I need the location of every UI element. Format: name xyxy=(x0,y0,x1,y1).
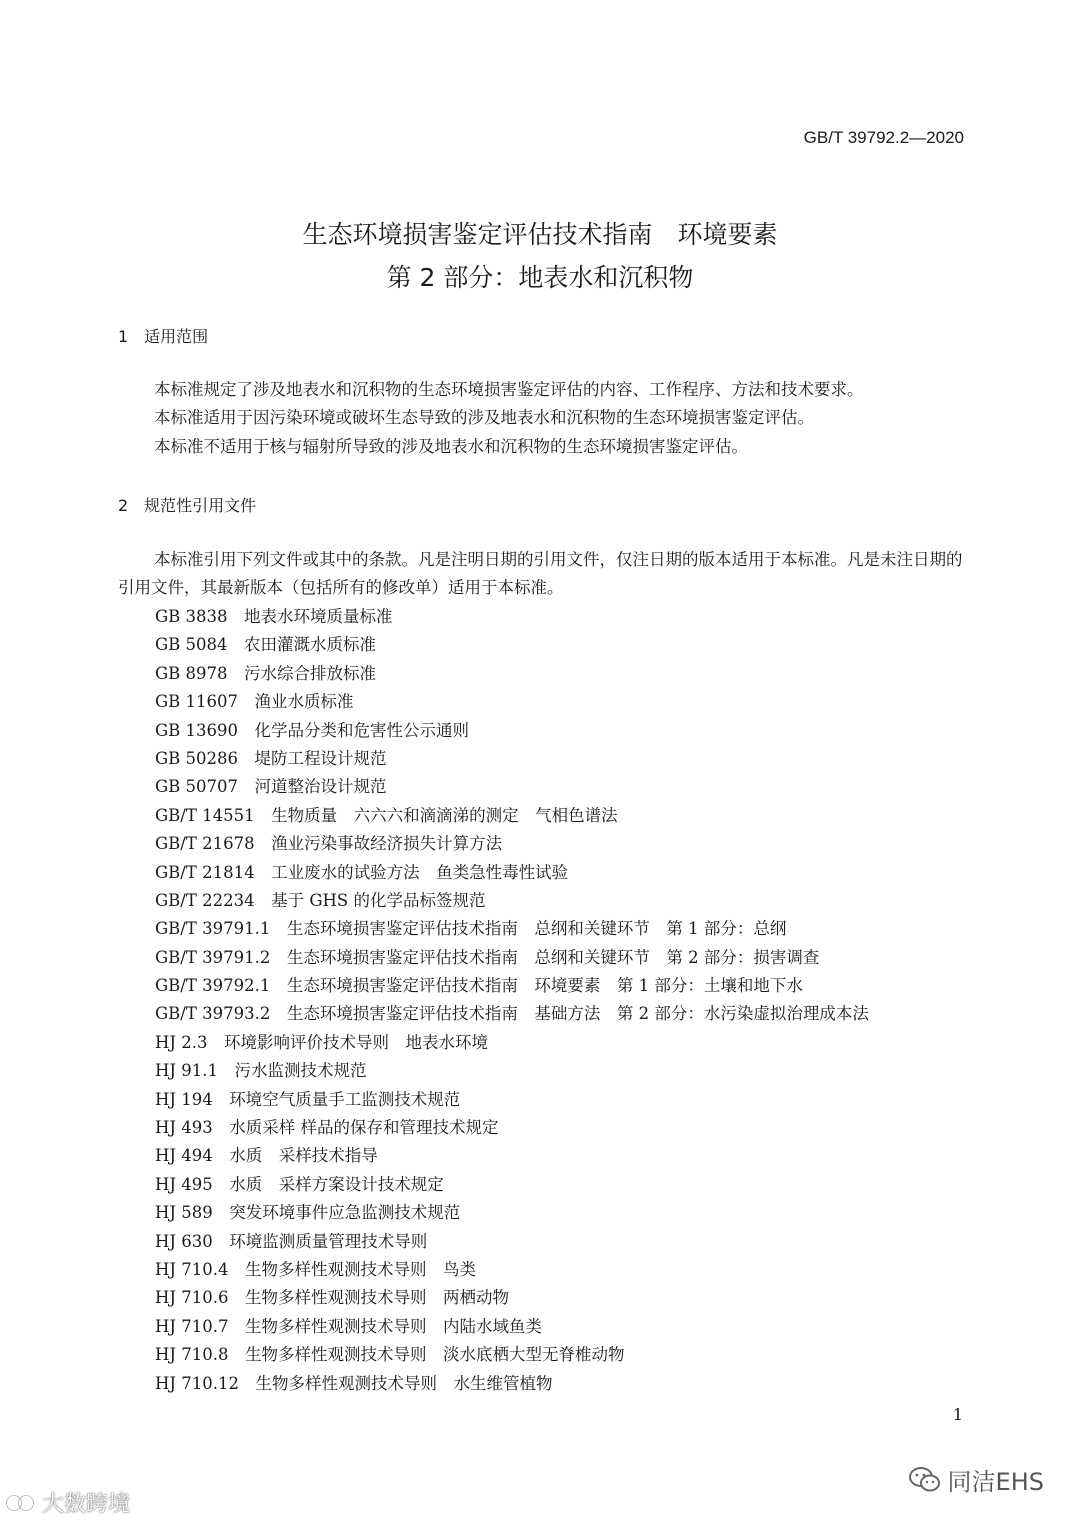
reference-item xyxy=(155,1199,869,1227)
reference-title: 基于 GHS 的化学品标签规范 xyxy=(271,890,486,910)
reference-title: 河道整治设计规范 xyxy=(254,777,387,797)
watermark-left-text: 大数跨境 xyxy=(42,1492,131,1517)
reference-item xyxy=(155,887,869,915)
reference-item xyxy=(155,1057,869,1085)
reference-code: HJ 91.1 xyxy=(155,1061,218,1081)
reference-item xyxy=(155,717,869,745)
reference-title: 环境影响评价技术导则 地表水环境 xyxy=(224,1032,488,1052)
reference-title: 堤防工程设计规范 xyxy=(254,748,387,768)
reference-item xyxy=(155,603,869,631)
reference-item xyxy=(155,802,869,830)
reference-item xyxy=(155,688,869,716)
reference-item xyxy=(155,660,869,688)
reference-title: 生物多样性观测技术导则 鸟类 xyxy=(245,1259,476,1279)
reference-title: 渔业污染事故经济损失计算方法 xyxy=(271,834,503,854)
reference-title: 污水综合排放标准 xyxy=(244,663,377,683)
reference-item xyxy=(155,773,869,801)
reference-code: HJ 710.4 xyxy=(155,1259,229,1279)
reference-title: 生态环境损害鉴定评估技术指南 总纲和关键环节 第 2 部分：损害调查 xyxy=(286,947,820,967)
reference-item xyxy=(155,1228,869,1256)
reference-title: 生物多样性观测技术导则 内陆水域鱼类 xyxy=(245,1316,542,1336)
reference-code: GB/T 22234 xyxy=(155,890,255,910)
reference-item xyxy=(155,1114,869,1142)
reference-code: HJ 2.3 xyxy=(155,1032,208,1052)
watermark-left xyxy=(6,1487,130,1518)
reference-item xyxy=(155,1370,869,1398)
reference-item xyxy=(155,1341,869,1369)
reference-item xyxy=(155,1000,869,1028)
page-number: 1 xyxy=(952,1405,963,1424)
reference-code: HJ 710.12 xyxy=(155,1373,239,1393)
reference-title: 生态环境损害鉴定评估技术指南 环境要素 第 1 部分：土壤和地下水 xyxy=(286,976,803,996)
reference-item xyxy=(155,631,869,659)
reference-title: 生物多样性观测技术导则 淡水底栖大型无脊椎动物 xyxy=(245,1345,625,1365)
reference-code: HJ 710.6 xyxy=(155,1288,229,1308)
reference-code: GB/T 39792.1 xyxy=(155,976,271,996)
document-title-line1: 生态环境损害鉴定评估技术指南 环境要素 xyxy=(302,220,778,249)
section-1-paragraph: 本标准不适用于核与辐射所导致的涉及地表水和沉积物的生态环境损害鉴定评估。 xyxy=(154,437,748,456)
reference-code: GB/T 21678 xyxy=(155,834,255,854)
reference-item xyxy=(155,830,869,858)
wechat-icon xyxy=(908,1466,942,1494)
reference-item xyxy=(155,944,869,972)
reference-title: 突发环境事件应急监测技术规范 xyxy=(229,1203,461,1223)
reference-code: GB 13690 xyxy=(155,720,239,740)
reference-code: GB 8978 xyxy=(155,663,228,683)
section-1-paragraph: 本标准规定了涉及地表水和沉积物的生态环境损害鉴定评估的内容、工作程序、方法和技术要求。 xyxy=(154,380,864,399)
reference-title: 环境监测质量管理技术导则 xyxy=(229,1231,428,1251)
reference-code: HJ 710.8 xyxy=(155,1345,229,1365)
reference-title: 水质 采样方案设计技术规定 xyxy=(229,1174,444,1194)
reference-title: 生物多样性观测技术导则 水生维管植物 xyxy=(255,1373,553,1393)
reference-code: GB/T 21814 xyxy=(155,862,255,882)
reference-item xyxy=(155,859,869,887)
reference-code: GB 11607 xyxy=(155,692,239,712)
reference-code: HJ 630 xyxy=(155,1231,213,1251)
reference-code: GB/T 39791.2 xyxy=(155,947,271,967)
reference-code: HJ 194 xyxy=(155,1089,213,1109)
reference-item xyxy=(155,1171,869,1199)
standard-code: GB/T 39792.2—2020 xyxy=(803,128,964,147)
reference-title: 生物质量 六六六和滴滴涕的测定 气相色谱法 xyxy=(271,805,618,825)
watermark-right-text: 同洁EHS xyxy=(947,1468,1044,1496)
reference-title: 生态环境损害鉴定评估技术指南 总纲和关键环节 第 1 部分：总纲 xyxy=(286,919,787,939)
reference-item xyxy=(155,1284,869,1312)
watermark-right xyxy=(908,1462,1044,1497)
section-1-paragraph: 本标准适用于因污染环境或破坏生态导致的涉及地表水和沉积物的生态环境损害鉴定评估。 xyxy=(154,408,814,427)
reference-code: GB/T 14551 xyxy=(155,805,255,825)
reference-title: 农田灌溉水质标准 xyxy=(244,635,377,655)
reference-list xyxy=(155,603,869,1398)
reference-code: GB 50707 xyxy=(155,777,239,797)
reference-item xyxy=(155,915,869,943)
reference-title: 工业废水的试验方法 鱼类急性毒性试验 xyxy=(271,862,569,882)
reference-code: GB 5084 xyxy=(155,635,228,655)
reference-item xyxy=(155,1256,869,1284)
section-2-intro: 本标准引用下列文件或其中的条款。凡是注明日期的引用文件，仅注日期的版本适用于本标准。凡是未注日期的引用文件，其最新版本（包括所有的修改单）适用于本标准。 xyxy=(118,550,963,597)
document-title-line2: 第 2 部分：地表水和沉积物 xyxy=(386,263,694,292)
reference-code: GB/T 39791.1 xyxy=(155,919,271,939)
reference-title: 地表水环境质量标准 xyxy=(244,607,393,626)
reference-item xyxy=(155,1086,869,1114)
section-2-heading: 2 规范性引用文件 xyxy=(118,496,257,515)
reference-code: GB 3838 xyxy=(155,607,228,626)
reference-title: 环境空气质量手工监测技术规范 xyxy=(229,1089,461,1109)
reference-title: 渔业水质标准 xyxy=(254,692,354,712)
reference-item xyxy=(155,1142,869,1170)
reference-item xyxy=(155,745,869,773)
reference-code: HJ 494 xyxy=(155,1146,213,1166)
reference-code: HJ 495 xyxy=(155,1174,213,1194)
reference-title: 水质 采样技术指导 xyxy=(229,1146,378,1166)
reference-title: 水质采样 样品的保存和管理技术规定 xyxy=(229,1118,499,1138)
reference-code: GB 50286 xyxy=(155,748,239,768)
reference-code: HJ 493 xyxy=(155,1118,213,1138)
reference-code: HJ 589 xyxy=(155,1203,213,1223)
reference-code: HJ 710.7 xyxy=(155,1316,229,1336)
reference-code: GB/T 39793.2 xyxy=(155,1004,271,1024)
section-1-heading: 1 适用范围 xyxy=(118,327,209,346)
reference-item xyxy=(155,972,869,1000)
reference-title: 生态环境损害鉴定评估技术指南 基础方法 第 2 部分：水污染虚拟治理成本法 xyxy=(286,1004,869,1024)
reference-title: 污水监测技术规范 xyxy=(234,1061,367,1081)
reference-item xyxy=(155,1029,869,1057)
reference-title: 生物多样性观测技术导则 两栖动物 xyxy=(245,1288,509,1308)
reference-title: 化学品分类和危害性公示通则 xyxy=(254,720,470,740)
reference-item xyxy=(155,1313,869,1341)
watermark-logo-icon xyxy=(6,1492,40,1514)
